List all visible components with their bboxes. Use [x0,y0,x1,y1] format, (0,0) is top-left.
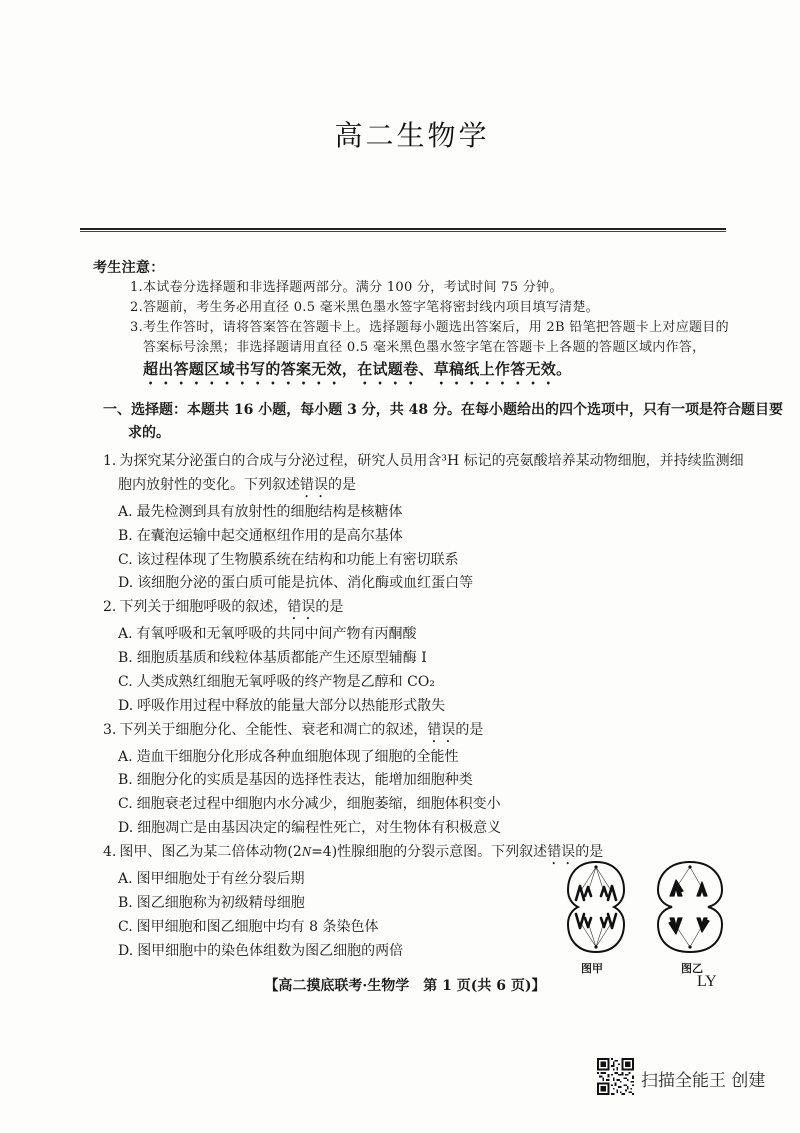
question-number: 4. [103,843,117,860]
option-label: B. [118,650,133,667]
option-text: 图乙细胞称为初级精母细胞 [136,894,305,911]
option-d [103,695,753,719]
option-d [103,817,753,841]
chromosome [697,882,707,896]
option-a [103,746,753,770]
option-c [103,549,753,573]
emphasized-keyword: 错误 [547,843,576,860]
cell-membrane [658,862,722,952]
stem-text: 的是 [315,599,344,616]
option-text: 在囊泡运输中起交通枢纽作用的是高尔基体 [136,527,403,544]
stem-text: 的是 [328,476,356,493]
spindle-fibers [676,867,702,947]
option-label: A. [118,503,133,520]
option-text: 图甲细胞中的染色体组数为图乙细胞的两倍 [137,942,404,959]
notice-item-text: 答题前，考生务必用直径 0.5 毫米黑色墨水签字笔将密封线内项目填写清楚。 [143,300,600,315]
option-text: 图甲细胞和图乙细胞中均有 8 条染色体 [136,918,379,935]
qr-code-icon [597,1058,634,1095]
stem-text: 下列关于细胞呼吸的叙述， [119,599,288,616]
notice-item-3 [93,318,743,338]
spindle-fibers [580,867,612,947]
option-c [103,671,753,695]
option-a [103,501,753,525]
stem-text: 为探究某分泌蛋白的合成与分泌过程，研究人员用含³H 标记的亮氨酸培养某动物细胞，并持续监测细 [119,453,744,469]
chromosome [670,880,683,896]
option-label: D. [118,575,134,592]
option-label: C. [118,673,133,690]
option-label: A. [118,870,133,887]
notice-item-1 [93,278,743,298]
notice-item-number: 3. [130,320,144,335]
emphasized-keyword: 错误 [287,599,316,616]
option-label: B. [118,772,133,789]
question-stem-line [103,474,753,501]
option-label: A. [118,748,133,765]
question-number: 2. [103,599,117,616]
option-label: B. [118,527,133,544]
option-a [103,623,753,647]
page-footer: 【高二摸底联考·生物学 第 1 页(共 6 页)】 [264,978,546,994]
stem-text: =4)性腺细胞的分裂示意图。下列叙述 [311,843,548,860]
option-text: 图甲细胞处于有丝分裂后期 [136,870,305,887]
option-label: A. [118,626,133,643]
notice-item-3-continuation: 答案标号涂黑；非选择题请用直径 0.5 毫米黑色墨水签字笔在答题卡上各题的答题区域内作答， [143,340,706,355]
option-text: 细胞凋亡是由基因决定的编程性死亡，对生物体有积极意义 [137,820,502,837]
option-text: 该过程体现了生物膜系统在结构和功能上有密切联系 [136,551,459,568]
option-label: C. [118,551,133,568]
option-label: C. [118,918,133,935]
option-label: D. [118,820,134,837]
question-stem-line [103,450,753,474]
footer-code: LY [697,973,717,990]
option-text: 该细胞分泌的蛋白质可能是抗体、消化酶或血红蛋白等 [137,575,474,592]
question-3 [103,719,753,841]
option-b [103,525,753,549]
page-title: 高二生物学 [334,119,490,152]
question-stem-line [103,719,753,746]
centrosome [688,865,691,868]
stem-text: 的是 [575,843,604,860]
option-text: 人类成熟红细胞无氧呼吸的终产物是乙醇和 CO₂ [136,673,435,690]
question-stem-line [103,596,753,623]
option-b [103,647,753,671]
notice-emphasis-warning: 超出答题区域书写的答案无效，在试题卷、草稿纸上作答无效。 [143,360,572,378]
option-label: D. [118,942,134,959]
notice-heading: 考生注意： [93,260,165,276]
centrosome [594,945,597,948]
emphasized-keyword: 错误 [300,476,328,493]
italic-variable: N [301,844,312,860]
notice-item-text: 本试卷分选择题和非选择题两部分。满分 100 分，考试时间 75 分钟。 [143,280,563,295]
scanner-watermark: 扫描全能王 创建 [641,1071,766,1091]
question-1 [103,450,753,596]
question-number: 3. [103,721,117,738]
option-label: D. [118,697,134,714]
question-2 [103,596,753,718]
option-d [103,572,753,596]
section-heading-line: 求的。 [128,425,170,441]
emphasized-keyword: 错误 [427,721,456,738]
centrosome [594,865,597,868]
option-label: B. [118,894,133,911]
option-text: 细胞衰老过程中细胞内水分减少，细胞萎缩，细胞体积变小 [136,796,501,813]
question-number: 1. [103,453,117,469]
option-b [103,769,753,793]
figure-jia-cell-diagram [562,858,630,956]
cell-membrane [568,862,624,952]
notice-item-2 [93,298,743,318]
stem-text: 的是 [455,721,484,738]
section-heading [103,399,783,445]
notice-item-number: 2. [130,300,144,315]
option-text: 最先检测到具有放射性的细胞结构是核糖体 [136,503,403,520]
option-text: 呼吸作用过程中释放的能量大部分以热能形式散失 [137,697,446,714]
double-divider [80,228,726,232]
figure-yi-label: 图乙 [681,962,703,975]
figure-yi-cell-diagram [652,858,728,956]
option-text: 细胞分化的实质是基因的选择性表达，能增加细胞种类 [136,772,473,789]
option-text: 细胞质基质和线粒体基质都能产生还原型辅酶 Ⅰ [136,650,427,667]
notice-item-text: 考生作答时，请将答案答在答题卡上。选择题每小题选出答案后，用 2B 铅笔把答题卡上对应题目的 [143,320,729,335]
figure-jia-label: 图甲 [581,962,603,975]
stem-text: 胞内放射性的变化。下列叙述 [118,476,300,493]
chromosome [697,918,709,932]
stem-text: 图甲、图乙为某二倍体动物(2 [119,843,302,860]
section-heading-line: 一、选择题：本题共 16 小题，每小题 3 分，共 48 分。在每小题给出的四个选项中，只有一项是符合题目要 [103,402,783,418]
stem-text: 下列关于细胞分化、全能性、衰老和凋亡的叙述， [119,721,428,738]
centrosome [688,945,691,948]
exam-notice [93,258,743,388]
option-label: C. [118,796,133,813]
notice-item-number: 1. [130,280,144,295]
option-c [103,793,753,817]
option-text: 有氧呼吸和无氧呼吸的共同中间产物有丙酮酸 [136,626,417,643]
option-text: 造血干细胞分化形成各种血细胞体现了细胞的全能性 [136,748,459,765]
